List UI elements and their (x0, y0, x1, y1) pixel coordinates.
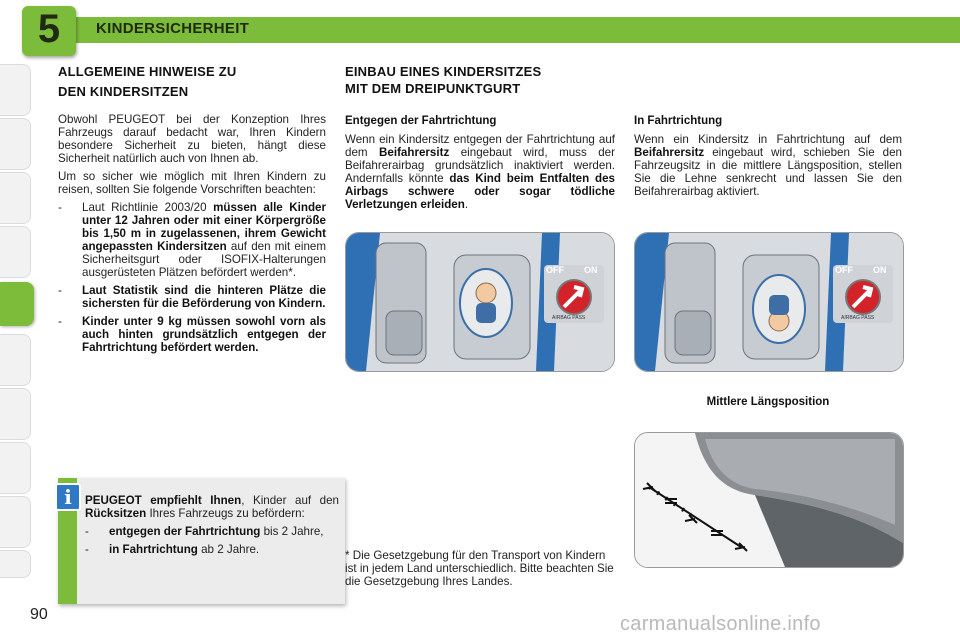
middle-para-a: Wenn ein Kindersitz entgegen der Fahrtrichtung auf dem (345, 133, 615, 159)
side-tab-6[interactable] (0, 334, 31, 386)
seat-slide-illustration (634, 432, 904, 568)
footnote: * Die Gesetzgebung für den Transport von Kindern ist in jedem Land unterschiedlich. Bitte beachten Sie die Gesetzgebung Ihres Landes. (345, 549, 614, 588)
side-tab-9[interactable] (0, 496, 31, 548)
right-para (634, 133, 902, 198)
list-dash: - (58, 201, 62, 214)
switch-on-label: ON (873, 265, 887, 275)
side-tab-8[interactable] (0, 442, 31, 494)
item1-bold: müssen alle Kinder unter 12 Jahren oder mit einer Körpergröße bis 1,50 m in zugelassenen, ihrem Gewicht angepassten Kindersitzen (82, 201, 326, 253)
middle-body (345, 115, 615, 211)
side-tab-2[interactable] (0, 118, 31, 170)
side-tab-1[interactable] (0, 64, 31, 116)
info-lead-bold: PEUGEOT empfiehlt Ihnen (85, 494, 242, 507)
right-para-b: Beifahrersitz (634, 146, 705, 159)
info-item2-bold: in Fahrtrichtung (109, 543, 198, 556)
left-list-item-1 (58, 201, 326, 279)
airbag-switch (544, 265, 604, 323)
info-box (58, 478, 345, 604)
seat-rail-graphic (635, 433, 903, 567)
forward-facing-seat-illustration (634, 232, 904, 372)
info-lead (85, 494, 339, 520)
middle-heading-line1: EINBAU EINES KINDERSITZES (345, 64, 542, 79)
list-dash: - (58, 315, 62, 328)
right-subheading: In Fahrtrichtung (634, 115, 723, 127)
info-item1-bold: entgegen der Fahrtrichtung (109, 525, 261, 538)
right-body (634, 115, 902, 198)
airbag-switch (833, 265, 893, 323)
left-list-item-3 (58, 315, 326, 354)
info-box-content (85, 494, 339, 556)
left-para-2: Um so sicher wie möglich mit Ihren Kindern zu reisen, sollten Sie folgende Vorschriften beachten: (58, 170, 326, 196)
side-tab-3[interactable] (0, 172, 31, 224)
item1-plain: Laut Richtlinie 2003/20 (82, 201, 214, 214)
info-lead-text: , Kinder auf den (241, 494, 339, 507)
right-para-a: Wenn ein Kindersitz in Fahrtrichtung auf dem (634, 133, 902, 146)
middle-para (345, 133, 615, 211)
middle-para-b: Beifahrersitz (379, 146, 450, 159)
middle-subheading: Entgegen der Fahrtrichtung (345, 115, 497, 127)
middle-heading-line2: MIT DEM DREIPUNKTGURT (345, 81, 521, 96)
switch-caption: AIRBAG PASS (552, 315, 586, 321)
middle-para-e: . (464, 198, 469, 211)
left-para-1: Obwohl PEUGEOT bei der Konzeption Ihres Fahrzeugs darauf bedacht war, Ihren Kindern besondere Sicherheit zu bieten, hängt diese Sicherheit natürlich auch von Ihnen ab. (58, 113, 326, 165)
info-list-item-1 (85, 525, 339, 538)
list-dash: - (58, 284, 62, 297)
info-list-item-2 (85, 543, 339, 556)
watermark: carmanualsonline.info (620, 613, 821, 635)
list-dash: - (85, 543, 89, 556)
item2-bold: Laut Statistik sind die hinteren Plätze die sichersten für die Beförderung von Kindern. (82, 284, 326, 310)
side-tab-10[interactable] (0, 550, 31, 578)
info-lead-text2: Ihres Fahrzeugs zu befördern: (146, 507, 305, 520)
switch-off-label: OFF (835, 265, 853, 275)
page-title: KINDERSICHERHEIT (96, 20, 250, 37)
right-para-c: eingebaut wird, schieben Sie den Fahrzeugsitz in die mittlere Längsposition, stellen Sie die Lehne senkrecht und lassen Sie den Beifahrerairbag aktiviert. (634, 146, 902, 198)
seat-position-caption: Mittlere Längsposition (706, 396, 830, 408)
item3-bold: Kinder unter 9 kg müssen sowohl vorn als auch hinten grundsätzlich entgegen der Fahrtrichtung befördert werden. (82, 315, 326, 354)
page-number: 90 (30, 606, 48, 623)
left-body (58, 113, 326, 354)
side-tab-4[interactable] (0, 226, 31, 278)
middle-para-d: das Kind beim Entfalten des Airbags schwere oder sogar tödliche Verletzungen erleiden (345, 172, 615, 211)
list-dash: - (85, 525, 89, 538)
info-item1-text: bis 2 Jahre, (260, 525, 324, 538)
left-heading-line2: DEN KINDERSITZEN (58, 84, 189, 99)
left-heading-line1: ALLGEMEINE HINWEISE ZU (58, 64, 237, 79)
info-item2-text: ab 2 Jahre. (197, 543, 260, 556)
middle-para-c: eingebaut wird, muss der Beifahrerairbag grundsätzlich inaktiviert werden. Andernfalls könnte (345, 146, 615, 185)
switch-caption: AIRBAG PASS (841, 315, 875, 321)
info-lead-bold2: Rücksitzen (85, 507, 147, 520)
rear-facing-seat-illustration (345, 232, 615, 372)
side-tab-7[interactable] (0, 388, 31, 440)
left-heading (58, 63, 328, 100)
chapter-number: 5 (37, 7, 61, 51)
left-list-item-2 (58, 284, 326, 310)
item1-rest: auf den mit einem Sicherheitsgurt oder ISOFIX-Halterungen ausgerüsteten Plätzen befördert werden*. (82, 240, 326, 279)
side-tab-active[interactable] (0, 282, 34, 326)
switch-on-label: ON (584, 265, 598, 275)
info-icon: i (55, 483, 81, 511)
switch-off-label: OFF (546, 265, 564, 275)
middle-heading (345, 63, 615, 97)
